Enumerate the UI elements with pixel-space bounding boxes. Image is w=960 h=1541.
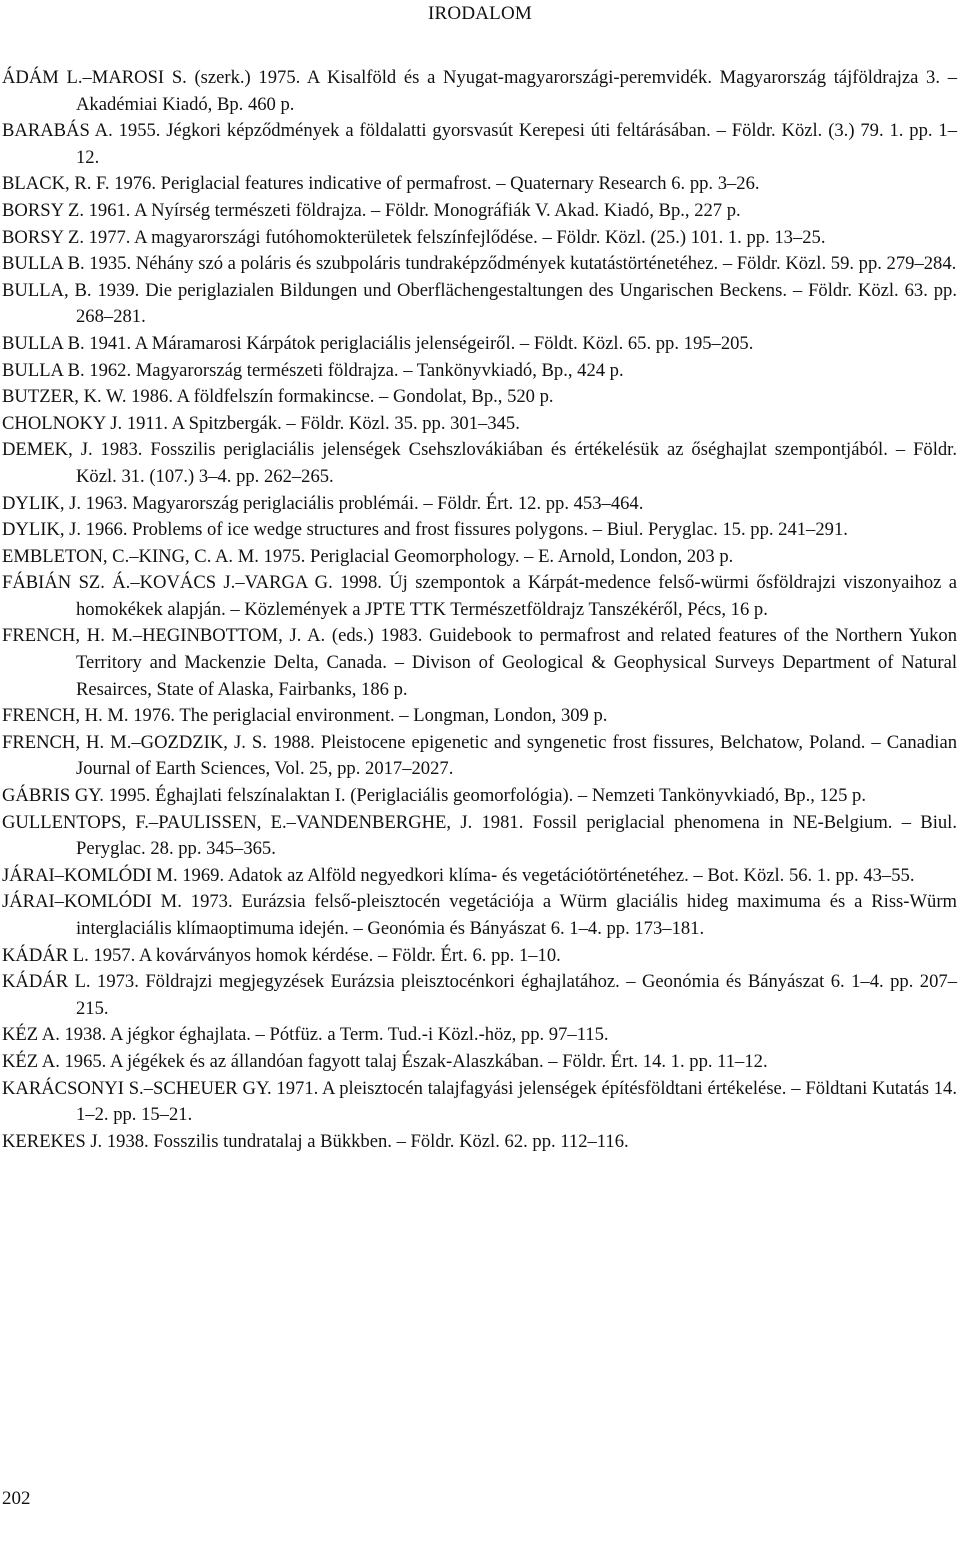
- reference-entry: BULLA B. 1935. Néhány szó a poláris és szubpoláris tundraképződmények kutatástörténetéhez. – Földr. Közl. 59. pp. 279–284.: [2, 253, 957, 275]
- reference-entry: CHOLNOKY J. 1911. A Spitzbergák. – Földr. Közl. 35. pp. 301–345.: [2, 412, 520, 434]
- reference-entry: BORSY Z. 1977. A magyarországi futóhomokterületek felszínfejlődése. – Földr. Közl. (25.) 101. 1. pp. 13–25.: [2, 226, 826, 248]
- reference-entry: GÁBRIS GY. 1995. Éghajlati felszínalaktan I. (Periglaciális geomorfológia). – Nemzeti Tankönyvkiadó, Bp., 125 p.: [2, 785, 866, 807]
- reference-entry: KÁDÁR L. 1973. Földrajzi megjegyzések Eurázsia pleisztocénkori éghajlatához. – Geonómia és Bányászat 6. 1–4. pp. 207–215.: [2, 971, 957, 1019]
- reference-entry: BULLA, B. 1939. Die periglazialen Bildungen und Oberflächengestaltungen des Ungarischen Beckens. – Földr. Közl. 63. pp. 268–281.: [2, 279, 957, 328]
- reference-entry: BULLA B. 1941. A Máramarosi Kárpátok periglaciális jelenségeiről. – Földt. Közl. 65. pp. 195–205.: [2, 332, 754, 354]
- reference-entry: FRENCH, H. M. 1976. The periglacial environment. – Longman, London, 309 p.: [2, 705, 608, 727]
- reference-entry: EMBLETON, C.–KING, C. A. M. 1975. Periglacial Geomorphology. – E. Arnold, London, 203 p.: [2, 545, 734, 567]
- reference-entry: KÉZ A. 1965. A jégékek és az állandóan fagyott talaj Észak-Alaszkában. – Földr. Ért. 14. 1. pp. 11–12.: [2, 1050, 768, 1072]
- reference-list: [2, 65, 957, 1155]
- reference-entry: DEMEK, J. 1983. Fosszilis periglaciális jelenségek Csehszlovákiában és értékelésük az őséghajlat szempontjából. – Földr. Közl. 31. (107.) 3–4. pp. 262–265.: [2, 439, 957, 487]
- reference-entry: BLACK, R. F. 1976. Periglacial features indicative of permafrost. – Quaternary Research 6. pp. 3–26.: [2, 173, 760, 195]
- reference-entry: JÁRAI–KOMLÓDI M. 1973. Eurázsia felső-pleisztocén vegetációja a Würm glaciális hideg maximuma és a Riss-Würm interglaciális klímaoptimuma idején. – Geonómia és Bányászat 6. 1–4. pp. 173–181.: [2, 891, 957, 939]
- reference-entry: DYLIK, J. 1963. Magyarország periglaciális problémái. – Földr. Ért. 12. pp. 453–464.: [2, 492, 644, 514]
- reference-entry: ÁDÁM L.–MAROSI S. (szerk.) 1975. A Kisalföld és a Nyugat-magyarországi-peremvidék. Magyarország tájföldrajza 3. – Akadémiai Kiadó, Bp. 460 p.: [2, 67, 957, 115]
- reference-entry: GULLENTOPS, F.–PAULISSEN, E.–VANDENBERGHE, J. 1981. Fossil periglacial phenomena in NE-Belgium. – Biul. Peryglac. 28. pp. 345–365.: [2, 811, 957, 860]
- reference-entry: BORSY Z. 1961. A Nyírség természeti földrajza. – Földr. Monográfiák V. Akad. Kiadó, Bp., 227 p.: [2, 199, 741, 221]
- reference-entry: FRENCH, H. M.–HEGINBOTTOM, J. A. (eds.) 1983. Guidebook to permafrost and related features of the Northern Yukon Territory and Mackenzie Delta, Canada. – Divison of Geological & Geophysical Surveys Department of Natural Resairces, State of Alaska, Fairbanks, 186 p.: [2, 625, 957, 700]
- reference-entry: KARÁCSONYI S.–SCHEUER GY. 1971. A pleisztocén talajfagyási jelenségek építésföldtani értékelése. – Földtani Kutatás 14. 1–2. pp. 15–21.: [2, 1077, 957, 1126]
- reference-entry: BULLA B. 1962. Magyarország természeti földrajza. – Tankönyvkiadó, Bp., 424 p.: [2, 359, 624, 381]
- reference-entry: BARABÁS A. 1955. Jégkori képződmények a földalatti gyorsvasút Kerepesi úti feltárásában. – Földr. Közl. (3.) 79. 1. pp. 1–12.: [2, 120, 957, 168]
- reference-entry: FRENCH, H. M.–GOZDZIK, J. S. 1988. Pleistocene epigenetic and syngenetic frost fissures, Belchatow, Poland. – Canadian Journal of Earth Sciences, Vol. 25, pp. 2017–2027.: [2, 731, 957, 780]
- reference-entry: KÉZ A. 1938. A jégkor éghajlata. – Pótfüz. a Term. Tud.-i Közl.-höz, pp. 97–115.: [2, 1024, 609, 1046]
- reference-entry: FÁBIÁN SZ. Á.–KOVÁCS J.–VARGA G. 1998. Új szempontok a Kárpát-medence felső-würmi ősföldrajzi viszonyaihoz a homokékek alapján. – Közlemények a JPTE TTK Természetföldrajz Tanszékéről, Pécs, 16 p.: [2, 572, 957, 620]
- section-heading: IRODALOM: [428, 3, 532, 24]
- reference-entry: JÁRAI–KOMLÓDI M. 1969. Adatok az Alföld negyedkori klíma- és vegetációtörténetéhez. – Bot. Közl. 56. 1. pp. 43–55.: [2, 864, 915, 886]
- reference-entry: DYLIK, J. 1966. Problems of ice wedge structures and frost fissures polygons. – Biul. Peryglac. 15. pp. 241–291.: [2, 519, 848, 541]
- reference-entry: KEREKES J. 1938. Fosszilis tundratalaj a Bükkben. – Földr. Közl. 62. pp. 112–116.: [2, 1130, 629, 1152]
- reference-entry: BUTZER, K. W. 1986. A földfelszín formakincse. – Gondolat, Bp., 520 p.: [2, 386, 554, 408]
- page-number: 202: [2, 1488, 31, 1509]
- reference-entry: KÁDÁR L. 1957. A kovárványos homok kérdése. – Földr. Ért. 6. pp. 1–10.: [2, 944, 561, 966]
